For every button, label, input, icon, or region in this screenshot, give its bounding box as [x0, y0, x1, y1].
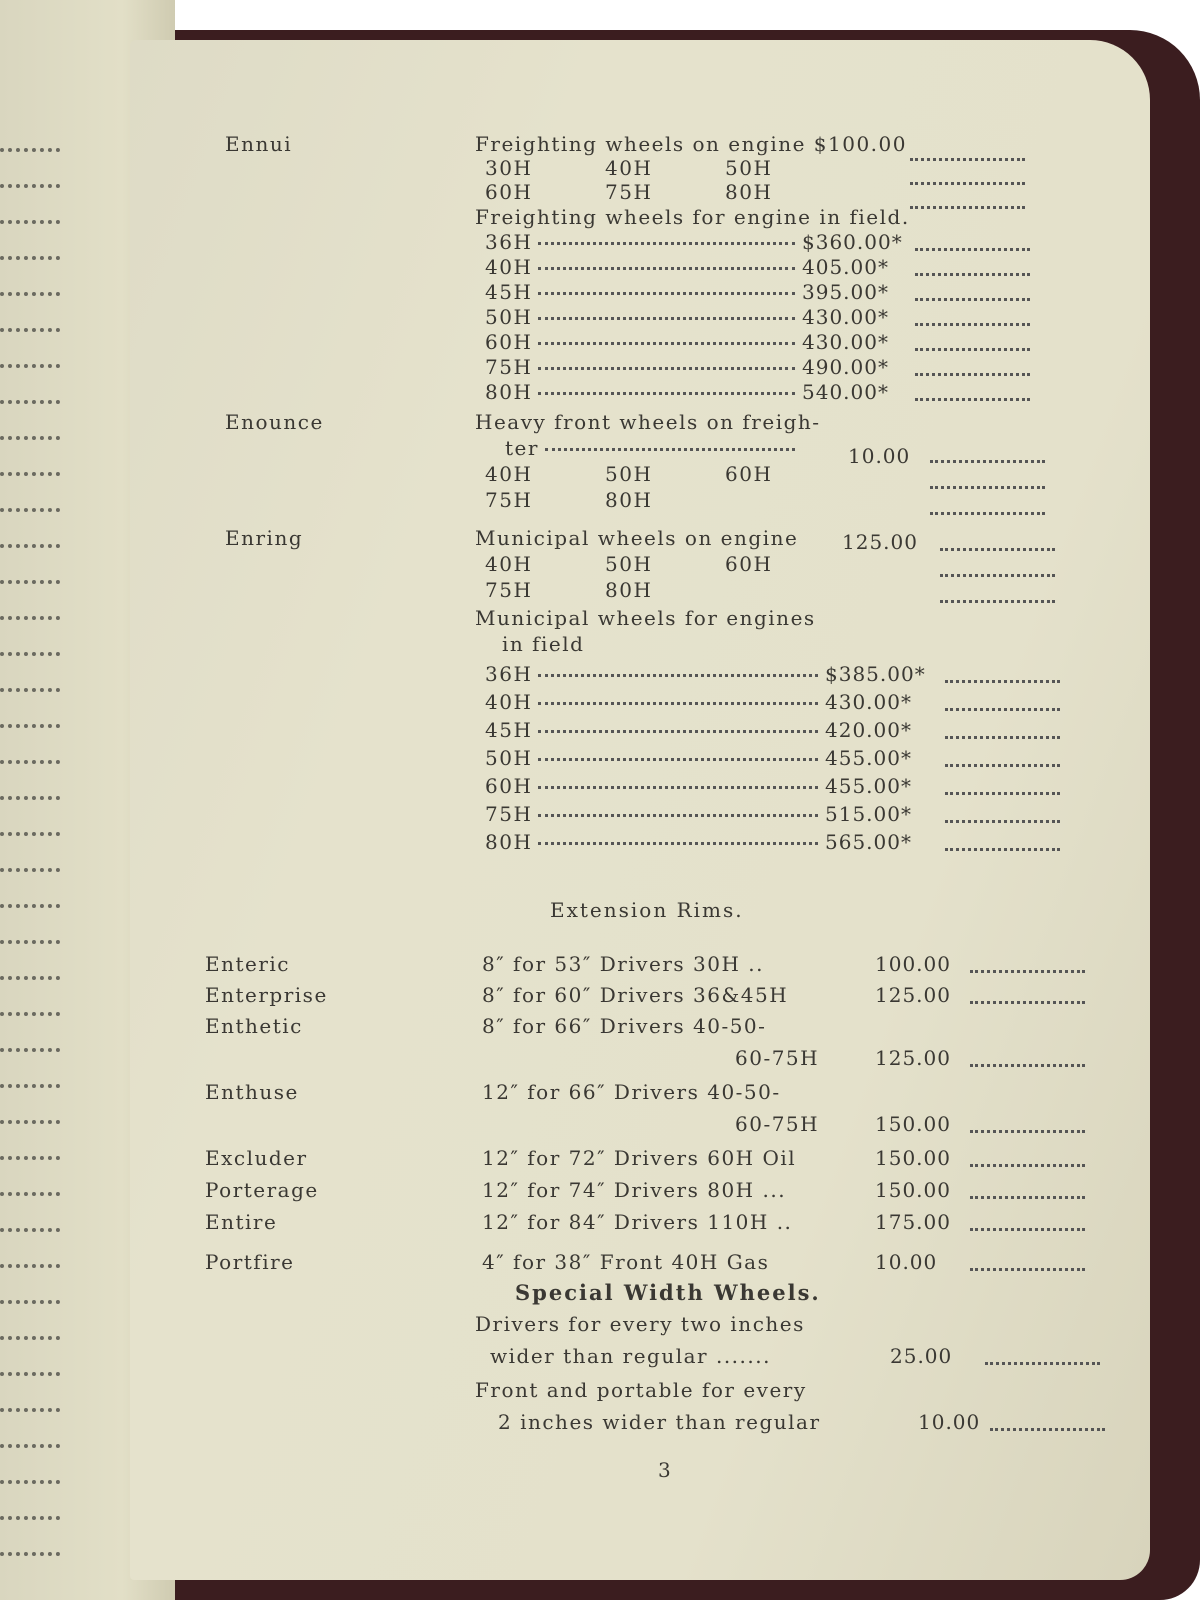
leader-dots — [538, 758, 818, 761]
price-list-page — [130, 40, 1150, 1580]
horsepower-list — [485, 552, 845, 576]
order-dotted-line — [970, 970, 1085, 973]
order-dotted-line — [915, 248, 1030, 251]
item-description: Front and portable for every — [475, 1378, 807, 1402]
hp-value: 60H — [725, 552, 773, 576]
left-page-dotted-line — [0, 372, 60, 404]
order-dotted-line — [970, 1228, 1085, 1231]
code-word: Enterprise — [205, 983, 328, 1007]
left-page-dotted-line — [0, 876, 60, 908]
hp-value: 80H — [485, 830, 533, 854]
hp-value: 40H — [605, 156, 653, 180]
hp-value: 36H — [485, 662, 533, 686]
leader-dots — [538, 242, 795, 245]
price: 420.00* — [825, 718, 912, 742]
price-row — [485, 380, 801, 404]
code-word: Enteric — [205, 952, 291, 976]
left-page-dotted-line — [0, 336, 60, 368]
price-row — [485, 280, 801, 304]
price: 100.00 — [875, 952, 951, 976]
order-dotted-line — [930, 460, 1045, 463]
code-word: Enounce — [225, 410, 324, 434]
hp-value: 30H — [485, 156, 533, 180]
order-dotted-line — [970, 1130, 1085, 1133]
price: 10.00 — [875, 1250, 938, 1274]
hp-value: 50H — [605, 552, 653, 576]
section-heading: Special Width Wheels. — [515, 1280, 821, 1305]
left-page-dotted-line — [0, 228, 60, 260]
hp-value: 75H — [485, 802, 533, 826]
price: 150.00 — [875, 1178, 951, 1202]
item-description: Freighting wheels on engine $100.00 — [475, 132, 907, 156]
price: 430.00* — [802, 305, 889, 329]
price: 10.00 — [918, 1410, 981, 1434]
leader-dots — [538, 392, 795, 395]
code-word: Portfire — [205, 1250, 295, 1274]
code-word: Entire — [205, 1210, 278, 1234]
left-page-dotted-line — [0, 588, 60, 620]
hp-value: 50H — [725, 156, 773, 180]
price: 395.00* — [802, 280, 889, 304]
left-page-dotted-line — [0, 156, 60, 188]
hp-value: 50H — [485, 305, 533, 329]
item-description: Drivers for every two inches — [475, 1312, 805, 1336]
hp-value: 45H — [485, 280, 533, 304]
order-dotted-line — [945, 708, 1060, 711]
order-dotted-line — [985, 1362, 1100, 1365]
order-dotted-line — [915, 273, 1030, 276]
left-page-dotted-line — [0, 1236, 60, 1268]
hp-value: 60H — [725, 462, 773, 486]
section-heading: Extension Rims. — [550, 898, 744, 922]
hp-value: 80H — [485, 380, 533, 404]
order-dotted-line — [915, 298, 1030, 301]
hp-value: 40H — [485, 690, 533, 714]
price: 430.00* — [825, 690, 912, 714]
price-row — [485, 355, 801, 379]
order-dotted-line — [970, 1064, 1085, 1067]
left-page-dotted-line — [0, 120, 60, 152]
code-word: Enthuse — [205, 1080, 299, 1104]
code-word: Excluder — [205, 1146, 308, 1170]
price-row — [485, 330, 801, 354]
left-page-dotted-line — [0, 624, 60, 656]
price: $385.00* — [825, 662, 926, 686]
code-word: Enring — [225, 526, 304, 550]
left-page-dotted-line — [0, 732, 60, 764]
hp-value: 75H — [605, 180, 653, 204]
leader-dots — [538, 702, 818, 705]
left-page-dotted-line — [0, 552, 60, 584]
left-page-dotted-line — [0, 1092, 60, 1124]
left-page-dotted-line — [0, 660, 60, 692]
left-page-dotted-line — [0, 1056, 60, 1088]
order-dotted-line — [990, 1428, 1105, 1431]
left-page-dotted-line — [0, 480, 60, 512]
hp-value: 40H — [485, 255, 533, 279]
price: 10.00 — [848, 444, 911, 468]
price-row — [485, 305, 801, 329]
leader-dots — [538, 267, 795, 270]
page-number: 3 — [658, 1458, 673, 1482]
order-dotted-line — [940, 548, 1055, 551]
left-page-dotted-line — [0, 1272, 60, 1304]
item-description: 12″ for 84″ Drivers 110H .. — [482, 1210, 793, 1234]
item-description-cont: 60-75H — [735, 1112, 820, 1136]
code-word: Porterage — [205, 1178, 319, 1202]
price: 515.00* — [825, 802, 912, 826]
price-row — [485, 774, 824, 798]
left-page-dotted-line — [0, 192, 60, 224]
price: 150.00 — [875, 1112, 951, 1136]
hp-value: 75H — [485, 578, 533, 602]
left-page-dotted-line — [0, 768, 60, 800]
order-dotted-line — [945, 820, 1060, 823]
hp-value: 40H — [485, 552, 533, 576]
item-description-cont: wider than regular ....... — [490, 1344, 771, 1368]
left-page-dotted-line — [0, 984, 60, 1016]
left-page-dotted-line — [0, 1164, 60, 1196]
price-row — [485, 830, 824, 854]
price: 565.00* — [825, 830, 912, 854]
left-page-dotted-line — [0, 444, 60, 476]
price-row — [485, 802, 824, 826]
price-row — [485, 746, 824, 770]
horsepower-list — [485, 156, 845, 180]
leader-dots — [538, 730, 818, 733]
price: 175.00 — [875, 1210, 951, 1234]
order-dotted-line — [945, 764, 1060, 767]
horsepower-list — [485, 488, 725, 512]
hp-value: 50H — [605, 462, 653, 486]
item-description: 8″ for 60″ Drivers 36&45H — [482, 983, 789, 1007]
left-page-dotted-line — [0, 408, 60, 440]
price: 25.00 — [890, 1344, 953, 1368]
item-description: 12″ for 72″ Drivers 60H Oil — [482, 1146, 797, 1170]
order-dotted-line — [930, 512, 1045, 515]
left-page-dotted-line — [0, 1416, 60, 1448]
left-page-dotted-line — [0, 1200, 60, 1232]
left-page-dotted-line — [0, 1524, 60, 1556]
leader-dots — [538, 674, 818, 677]
left-page-dotted-line — [0, 1128, 60, 1160]
left-page-dotted-line — [0, 696, 60, 728]
description-text: ter — [505, 436, 539, 460]
order-dotted-line — [970, 1164, 1085, 1167]
order-dotted-line — [910, 206, 1025, 209]
item-description: Municipal wheels on engine — [475, 526, 799, 550]
item-description: 12″ for 74″ Drivers 80H ... — [482, 1178, 787, 1202]
horsepower-list — [485, 462, 845, 486]
order-dotted-line — [945, 848, 1060, 851]
item-description-cont — [505, 436, 801, 460]
price: 125.00 — [875, 1046, 951, 1070]
item-description: Heavy front wheels on freigh- — [475, 410, 821, 434]
order-dotted-line — [930, 486, 1045, 489]
price: 430.00* — [802, 330, 889, 354]
leader-dots — [538, 814, 818, 817]
left-page-dotted-line — [0, 1488, 60, 1520]
hp-value: 80H — [725, 180, 773, 204]
order-dotted-line — [915, 348, 1030, 351]
price-row — [485, 255, 801, 279]
price-row — [485, 690, 824, 714]
order-dotted-line — [940, 600, 1055, 603]
code-word: Ennui — [225, 132, 293, 156]
order-dotted-line — [910, 182, 1025, 185]
left-page-dotted-line — [0, 516, 60, 548]
leader-dots — [538, 842, 818, 845]
left-page-dotted-line — [0, 1380, 60, 1412]
left-page-dotted-line — [0, 1308, 60, 1340]
code-word: Enthetic — [205, 1014, 303, 1038]
hp-value: 60H — [485, 180, 533, 204]
hp-value: 60H — [485, 774, 533, 798]
price: 150.00 — [875, 1146, 951, 1170]
order-dotted-line — [945, 736, 1060, 739]
item-description: Freighting wheels for engine in field. — [475, 205, 910, 229]
order-dotted-line — [915, 373, 1030, 376]
order-dotted-line — [945, 680, 1060, 683]
left-page-dotted-line — [0, 1344, 60, 1376]
item-description: 8″ for 53″ Drivers 30H .. — [482, 952, 764, 976]
hp-value: 36H — [485, 230, 533, 254]
item-description: 4″ for 38″ Front 40H Gas — [482, 1250, 770, 1274]
price-row — [485, 230, 801, 254]
order-dotted-line — [915, 398, 1030, 401]
hp-value: 80H — [605, 488, 653, 512]
price: $360.00* — [802, 230, 903, 254]
leader-dots — [545, 448, 795, 451]
left-page-dotted-line — [0, 1452, 60, 1484]
order-dotted-line — [910, 158, 1025, 161]
hp-value: 60H — [485, 330, 533, 354]
horsepower-list — [485, 180, 845, 204]
hp-value: 80H — [605, 578, 653, 602]
order-dotted-line — [970, 1001, 1085, 1004]
item-description: 8″ for 66″ Drivers 40-50- — [482, 1014, 767, 1038]
leader-dots — [538, 367, 795, 370]
horsepower-list — [485, 578, 725, 602]
hp-value: 75H — [485, 488, 533, 512]
price: 125.00 — [842, 530, 918, 554]
left-page-dotted-line — [0, 300, 60, 332]
left-page-dotted-line — [0, 804, 60, 836]
leader-dots — [538, 292, 795, 295]
price: 490.00* — [802, 355, 889, 379]
order-dotted-line — [915, 323, 1030, 326]
item-description: Municipal wheels for engines — [475, 606, 816, 630]
order-dotted-line — [945, 792, 1060, 795]
leader-dots — [538, 317, 795, 320]
price: 405.00* — [802, 255, 889, 279]
left-page-dotted-line — [0, 1020, 60, 1052]
hp-value: 40H — [485, 462, 533, 486]
price-row — [485, 718, 824, 742]
hp-value: 50H — [485, 746, 533, 770]
item-description-cont: 2 inches wider than regular — [498, 1410, 821, 1434]
item-description: 12″ for 66″ Drivers 40-50- — [482, 1080, 781, 1104]
item-description-cont: 60-75H — [735, 1046, 820, 1070]
hp-value: 75H — [485, 355, 533, 379]
price-row — [485, 662, 824, 686]
left-page-dotted-line — [0, 948, 60, 980]
leader-dots — [538, 342, 795, 345]
order-dotted-line — [970, 1196, 1085, 1199]
price: 125.00 — [875, 983, 951, 1007]
left-page-dotted-line — [0, 912, 60, 944]
hp-value: 45H — [485, 718, 533, 742]
left-page-dotted-line — [0, 264, 60, 296]
price: 455.00* — [825, 774, 912, 798]
item-description-cont: in field — [502, 632, 585, 656]
price: 540.00* — [802, 380, 889, 404]
left-page-dotted-line — [0, 840, 60, 872]
price: 455.00* — [825, 746, 912, 770]
leader-dots — [538, 786, 818, 789]
order-dotted-line — [940, 574, 1055, 577]
order-dotted-line — [970, 1268, 1085, 1271]
